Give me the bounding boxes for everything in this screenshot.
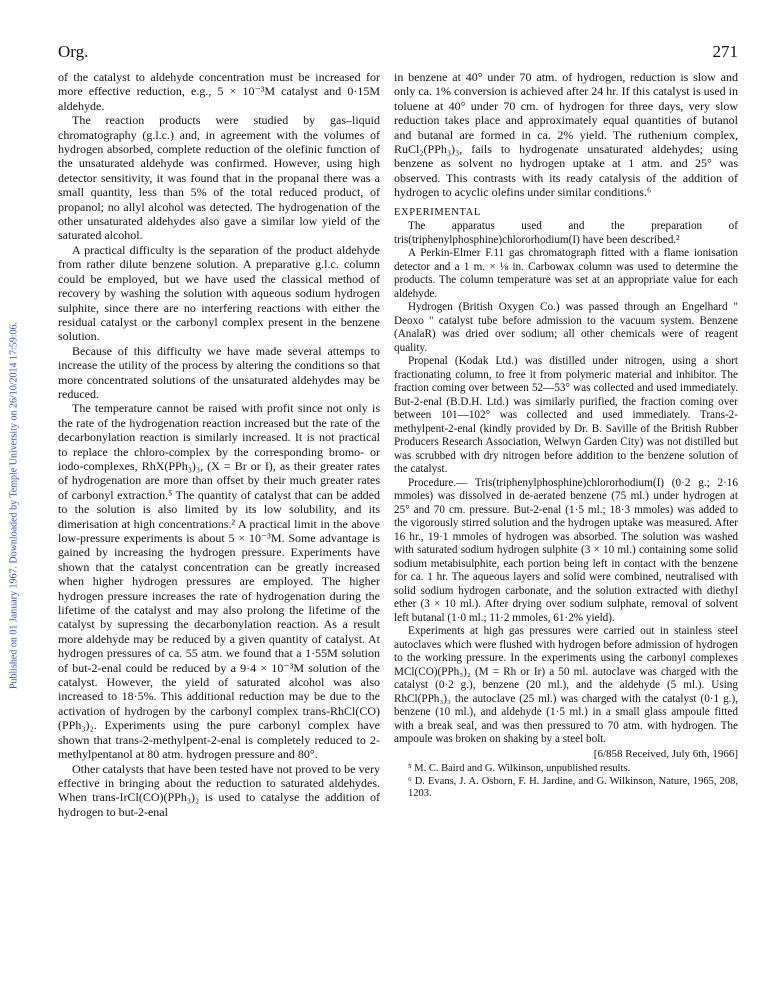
paragraph: The reaction products were studied by gas–liquid chromatography (g.l.c.) and, in agreement with the volumes of hydrogen absorbed, complete reduction of the olefinic function of the unsaturated aldehyde was confirmed. However, using high detector sensitivity, it was found that in the propanal there was a small quantity, less than 5% of the total reduced product, of propanol; no allyl alcohol was detected. The hydrogenation of the other unsaturated aldehydes also gave a similar low yield of the saturated alcohol.	[58, 113, 380, 243]
paragraph: in benzene at 40° under 70 atm. of hydrogen, reduction is slow and only ca. 1% conversion is achieved after 24 hr. If this catalyst is used in toluene at 40° under 70 cm. of hydrogen for three days, very slow reduction takes place and approximately equal quantities of butanol and butanal are formed in ca. 2% yield. The ruthenium complex, RuCl₂(PPh₃)₃, fails to hydrogenate unsaturated aldehydes; using benzene as solvent no hydrogen uptake at 1 atm. and 25° was observed. This contrasts with its ready catalysis of the addition of hydrogen to acyclic olefins under similar conditions.⁶	[394, 70, 738, 200]
page-header	[58, 42, 738, 66]
footnote: ⁶ D. Evans, J. A. Osborn, F. H. Jardine, and G. Wilkinson, Nature, 1965, 208, 1203.	[408, 775, 738, 800]
paragraph: The apparatus used and the preparation of tris(triphenylphosphine)chlororhodium(I) have been described.²	[394, 220, 738, 246]
paragraph: The temperature cannot be raised with profit since not only is the rate of the hydrogenation reaction increased but the rate of the decarbonylation reaction is similarly increased. It is not practical to replace the chloro-complex by the corresponding bromo- or iodo-complexes, RhX(PPh₃)₃, (X = Br or I), as their greater rates of hydrogenation are more than offset by their much greater rates of carbonyl extraction.⁵ The quantity of catalyst that can be added to the solution is also limited by its low solubility, and its dimerisation at high concentrations.² A practical limit in the above low-pressure experiments is about 5 × 10⁻³M. Some advantage is gained by increasing the hydrogen pressure. Experiments have shown that the catalyst concentration can be greatly increased when higher hydrogen pressures are employed. The higher hydrogen pressure increases the rate of hydrogenation during the lifetime of the catalyst and may also prolong the lifetime of the catalyst by supressing the decarbonylation reaction. As a result more aldehyde may be reduced by a given quantity of catalyst. At hydrogen pressures of ca. 55 atm. we found that a 1·55M solution of but-2-enal could be reduced by a 9·4 × 10⁻³M solution of the catalyst. However, the yield of saturated alcohol was also increased to 18·5%. This additional reduction may be due to the activation of hydrogen by the carbonyl complex trans-RhCl(CO)(PPh₃)₂. Experiments using the pure carbonyl complex have shown that trans-2-methylpent-2-enal is completely reduced to 2-methylpentanol at 80 atm. hydrogen pressure and 80°.	[58, 401, 380, 762]
paragraph: A practical difficulty is the separation of the product aldehyde from rather dilute benzene solution. A preparative g.l.c. column could be employed, but we have used the classical method of recovery by washing the solution with aqueous sodium hydrogen sulphite, since there are no interfering reactions with either the residual catalyst or the carbonyl complex present in the benzene solution.	[58, 242, 380, 344]
download-sidebar	[4, 210, 18, 810]
paragraph: Hydrogen (British Oxygen Co.) was passed through an Engelhard " Deoxo " catalyst tube before admission to the vacuum system. Benzene (AnalaR) was dried over sodium; all other chemicals were of reagent quality.	[394, 301, 738, 354]
paragraph: Procedure.— Tris(triphenylphosphine)chlororhodium(I) (0·2 g.; 2·16 mmoles) was dissolved in de-aerated benzene (75 ml.) under hydrogen at 25° and 70 cm. pressure. But-2-enal (1·5 ml.; 18·3 mmoles) was added to the vigorously stirred solution and the hydrogen uptake was measured. After 16 hr., 19·1 mmoles of hydrogen was absorbed. The solution was washed with saturated sodium hydrogen sulphite (3 × 10 ml.) containing some solid sodium metabisulphite, each portion being left in contact with the benzene for ca. 1 hr. The aqueous layers and solid were combined, neutralised with solid sodium hydrogen carbonate, and the solution extracted with diethyl ether (3 × 10 ml.). After drying over sodium sulphate, removal of solvent left butanal (1·0 ml.; 11·2 mmoles, 61·2% yield).	[394, 476, 738, 624]
paragraph: Other catalysts that have been tested have not proved to be very effective in bringing about the reduction to saturated aldehydes. When trans-IrCl(CO)(PPh₃)₂ is used to catalyse the addition of hydrogen to but-2-enal	[58, 761, 380, 819]
paragraph: of the catalyst to aldehyde concentration must be increased for more effective reduction, e.g., 5 × 10⁻³M catalyst and 0·15M aldehyde.	[58, 70, 380, 113]
paragraph: Propenal (Kodak Ltd.) was distilled under nitrogen, using a short fractionating column, to free it from polymeric material and inhibitor. The fraction coming over between 52—53° was collected and used immediately. But-2-enal (B.D.H. Ltd.) was similarly purified, the fraction coming over between 101—102° was collected and used immediately. Trans-2-methylpent-2-enal (kindly provided by Dr. B. Saville of the British Rubber Producers Research Association, Welwyn Garden City) was not distilled but was scrubbed with dry nitrogen before addition to the benzene solution of the catalyst.	[394, 355, 738, 476]
footnotes	[394, 763, 738, 801]
received-date: [6/858 Received, July 6th, 1966]	[593, 747, 738, 760]
footnote: ⁵ M. C. Baird and G. Wilkinson, unpublished results.	[408, 763, 631, 775]
download-notice: Published on 01 January 1967. Downloaded by Temple University on 26/10/2014 17:59:06.	[8, 321, 20, 690]
right-column	[394, 70, 738, 801]
paragraph: Experiments at high gas pressures were carried out in stainless steel autoclaves which were flushed with hydrogen before admission of hydrogen to the working pressure. In the experiments using the carbonyl complexes MCl(CO)(PPh₃)₂ (M = Rh or Ir) a 50 ml. autoclave was charged with the catalyst (0·2 g.), benzene (20 ml.), and the aldehyde (5 ml.). Using RhCl(PPh₃)₃ the autoclave (25 ml.) was charged with the catalyst (0·1 g.), benzene (10 ml.), and aldehyde (1·5 ml.) in a small glass ampoule fitted with a break seal, and was then pressured to 70 atm. with hydrogen. The ampoule was broken on shaking by a steel bolt.	[394, 625, 738, 746]
journal-name: Org.	[58, 42, 89, 61]
left-column	[58, 70, 380, 819]
paragraph: A Perkin-Elmer F.11 gas chromatograph fitted with a flame ionisation detector and a 1 m. × ⅛ in. Carbowax column was used to determine the products. The column temperature was set at an appropriate value for each aldehyde.	[394, 247, 738, 300]
section-heading: EXPERIMENTAL	[394, 206, 481, 218]
page-number: 271	[712, 42, 738, 61]
paragraph: Because of this difficulty we have made several attemps to increase the utility of the process by altering the conditions so that more concentrated solutions of the unsaturated aldehydes may be reduced.	[58, 343, 380, 401]
